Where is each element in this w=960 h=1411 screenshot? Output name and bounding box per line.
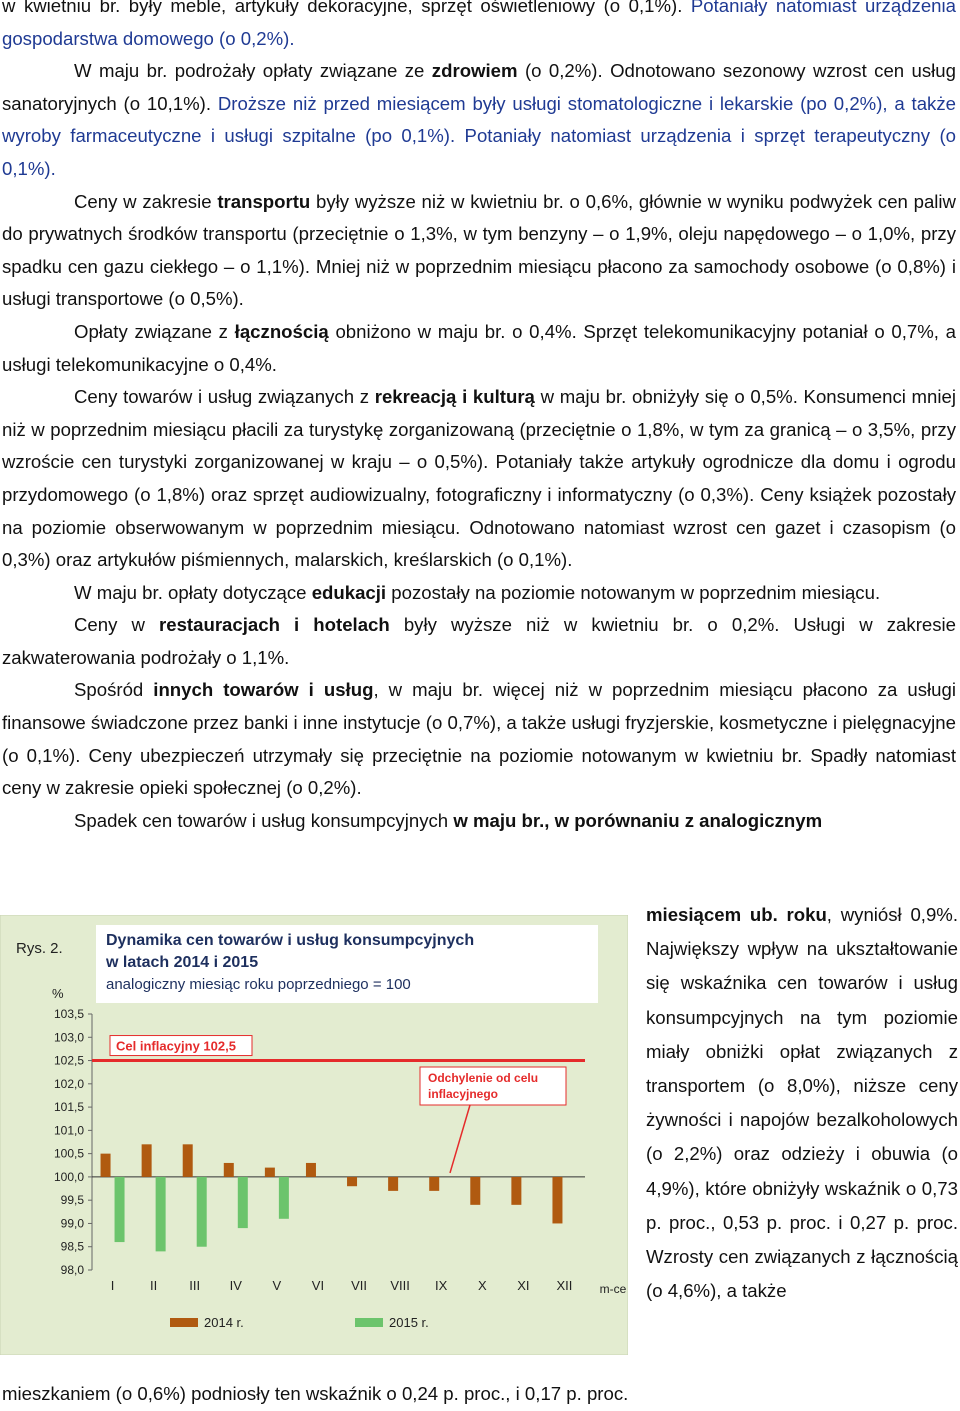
bold-text: transportu [217,190,311,212]
y-tick-label: 102,0 [53,1076,84,1091]
side-text [646,898,958,1308]
paragraph [0,186,958,316]
bar-2014 [101,1154,111,1177]
bar-2014 [347,1177,357,1186]
text-run: Spadek cen towarów i usług konsumpcyjnych [74,809,454,831]
x-tick-label: IX [435,1278,448,1293]
bar-2015 [156,1177,166,1251]
y-tick-label: 98,5 [60,1239,84,1254]
bold-text: w maju br., w porównaniu z analogicznym [453,809,823,831]
bar-2014 [142,1144,152,1177]
y-tick-label: 100,5 [53,1146,84,1161]
x-tick-label: VIII [390,1278,410,1293]
paragraph [0,55,958,185]
text-run: (o 0,2%). Odnotowano sezonowy wzrost cen usług sanatoryjnych (o 10,1%). [2,60,956,114]
legend-swatch-2015 [355,1318,383,1327]
text-run: , wyniósł 0,9%. Największy wpływ na ukształtowanie się wskaźnika cen towarów i usług konsumpcyjnych na tym poziomie miały obniżki opłat związanych z transportem (o 8,0%), niższe ceny żywności i napojów bezalkoholowych (o 2,2%) oraz odzieży i obuwia (o 4,9%), które obniżyły wskaźnik o 0,73 p. proc., 0,53 p. proc. i 0,27 p. proc. Wzrosty cen związanych z łącznością (o 4,6%), a także [646,904,958,1302]
figure-label: Rys. 2. [16,940,63,957]
chart-title-line: analogiczny miesiąc roku poprzedniego = 100 [106,976,411,993]
y-tick-label: 101,0 [53,1123,84,1138]
y-tick-label: 99,5 [60,1193,84,1208]
last-line [2,1378,958,1411]
price-dynamics-chart [0,915,628,1355]
text-run: Potaniały natomiast urządzenia gospodarstwa domowego (o 0,2%). [2,0,956,49]
paragraph [0,381,958,577]
legend-label: 2014 r. [204,1315,244,1330]
x-tick-label: VI [311,1278,325,1293]
bar-2014 [470,1177,480,1205]
bar-2014 [388,1177,398,1191]
bold-text: łącznością [234,320,329,342]
y-tick-label: 102,5 [53,1053,84,1068]
text-run: były wyższe niż w kwietniu br. o 0,6%, głównie w wyniku podwyżek cen paliw do prywatnych środków transportu (przeciętnie o 1,3%, w tym benzyny – o 1,9%, oleju napędowego – o 1,0%, przy spadku cen gazu ciekłego – o 1,1%). Mniej niż w poprzednim miesiącu płacono za samochody osobowe (o 0,8%) i usługi transportowe (o 0,5%). [2,190,956,310]
target-label: Cel inflacyjny 102,5 [116,1038,236,1054]
x-tick-label: XII [556,1278,573,1293]
bar-2014 [224,1163,234,1177]
y-tick-label: 100,0 [53,1169,84,1184]
bar-2015 [197,1177,207,1247]
text-run: były wyższe niż w kwietniu br. o 0,2%. Usługi w zakresie zakwaterowania podrożały o 1,1%. [2,614,956,668]
paragraph-lead [0,805,958,838]
text-run: obniżono w maju br. o 0,4%. Sprzęt telekomunikacyjny potaniał o 0,7%, a usługi telekomunikacyjne o 0,4%. [2,320,956,375]
legend-label: 2015 r. [389,1315,429,1330]
x-tick-label: II [150,1278,158,1293]
bar-2014 [429,1177,439,1191]
x-tick-label: X [477,1278,487,1293]
text-run: w maju br. obniżyły się o 0,5%. Konsumenci mniej niż w poprzednim miesiącu płacili za turystykę zorganizowaną (przeciętnie o 1,8%, w tym za granicą – o 3,5%, przy wzroście cen turystyki zorganizowanej w kraju – o 0,5%). Potaniały także artykuły ogrodnicze dla domu i ogrodu przydomowego (o 1,8%) oraz sprzęt audiowizualny, fotograficzny i informatyczny (o 0,3%). Ceny książek pozostały na poziomie obserwowanym w poprzednim miesiącu. Odnotowano natomiast wzrost cen gazet i czasopism (o 0,3%) oraz artykułów piśmiennych, malarskich, kreślarskich (o 0,1%). [2,386,956,571]
paragraph [0,577,958,610]
paragraph [0,674,958,804]
text-run: w kwietniu br. były meble, artykuły dekoracyjne, sprzęt oświetleniowy (o 0,1%). [2,0,691,16]
bar-2014 [183,1144,193,1177]
bold-text: edukacji [311,581,387,603]
side-paragraph [646,898,958,1308]
text-run: Droższe niż przed miesiącem były usługi stomatologiczne i lekarskie (po 0,2%), a także wyroby farmaceutyczne i usługi szpitalne (po 0,1%). Potaniały natomiast urządzenia i sprzęt terapeutyczny (o 0,1%). [2,92,956,179]
chart-title-line: w latach 2014 i 2015 [106,954,259,971]
bold-text: miesiącem ub. roku [646,904,827,925]
x-tick-label: III [189,1278,201,1293]
bar-2014 [511,1177,521,1205]
text-run: Ceny towarów i usług związanych z [74,386,375,408]
deviation-label-line: Odchylenie od celu [428,1071,539,1085]
x-axis-label: m-ce [599,1282,627,1296]
bar-2014 [265,1168,275,1177]
text-run: W maju br. podrożały opłaty związane ze [74,60,432,82]
bold-text: innych towarów i usług [153,679,374,701]
bold-text: rekreacją i kulturą [374,386,535,408]
x-tick-label: IV [229,1278,242,1293]
bar-2014 [306,1163,316,1177]
x-tick-label: VII [351,1278,367,1293]
bold-text: zdrowiem [431,60,518,82]
text-run: Opłaty związane z [74,320,235,342]
y-tick-label: 103,5 [53,1007,84,1021]
y-tick-label: 103,0 [53,1030,84,1045]
y-tick-label: 101,5 [53,1100,84,1115]
x-tick-label: XI [517,1278,530,1293]
text-run: pozostały na poziomie notowanym w poprzednim miesiącu. [386,581,881,603]
y-tick-label: 98,0 [60,1263,84,1277]
text-run: Ceny w [74,614,160,636]
x-tick-label: I [110,1278,115,1293]
chart-title-line: Dynamika cen towarów i usług konsumpcyjnych [106,932,475,949]
x-tick-label: V [272,1278,282,1293]
text-run: , w maju br. więcej niż w poprzednim miesiącu płacono za usługi finansowe świadczone przez banki i inne instytucje (o 0,7%), a także usługi fryzjerskie, kosmetyczne i pielęgnacyjne (o 0,1%). Ceny ubezpieczeń utrzymały się przeciętnie na poziomie notowanym w kwietniu br. Spadły natomiast ceny w zakresie opieki społecznej (o 0,2%). [2,679,956,799]
paragraph [0,0,958,55]
figure-rys-2 [0,915,628,1355]
paragraph [0,316,958,381]
deviation-label-line: inflacyjnego [428,1087,499,1101]
text-run: Spośród [74,679,154,701]
bar-2015 [115,1177,125,1242]
y-tick-label: 99,0 [60,1216,84,1231]
bold-text: restauracjach i hotelach [159,614,390,636]
last-line-text: mieszkaniem (o 0,6%) podniosły ten wskaźnik o 0,24 p. proc., i 0,17 p. proc. [2,1383,629,1404]
text-run: Ceny w zakresie [74,190,218,212]
bar-2015 [279,1177,289,1219]
legend-swatch-2014 [170,1318,198,1327]
paragraph [0,609,958,674]
text-run: W maju br. opłaty dotyczące [74,581,312,603]
y-axis-unit: % [52,986,64,1001]
bar-2014 [552,1177,562,1224]
bar-2015 [238,1177,248,1228]
